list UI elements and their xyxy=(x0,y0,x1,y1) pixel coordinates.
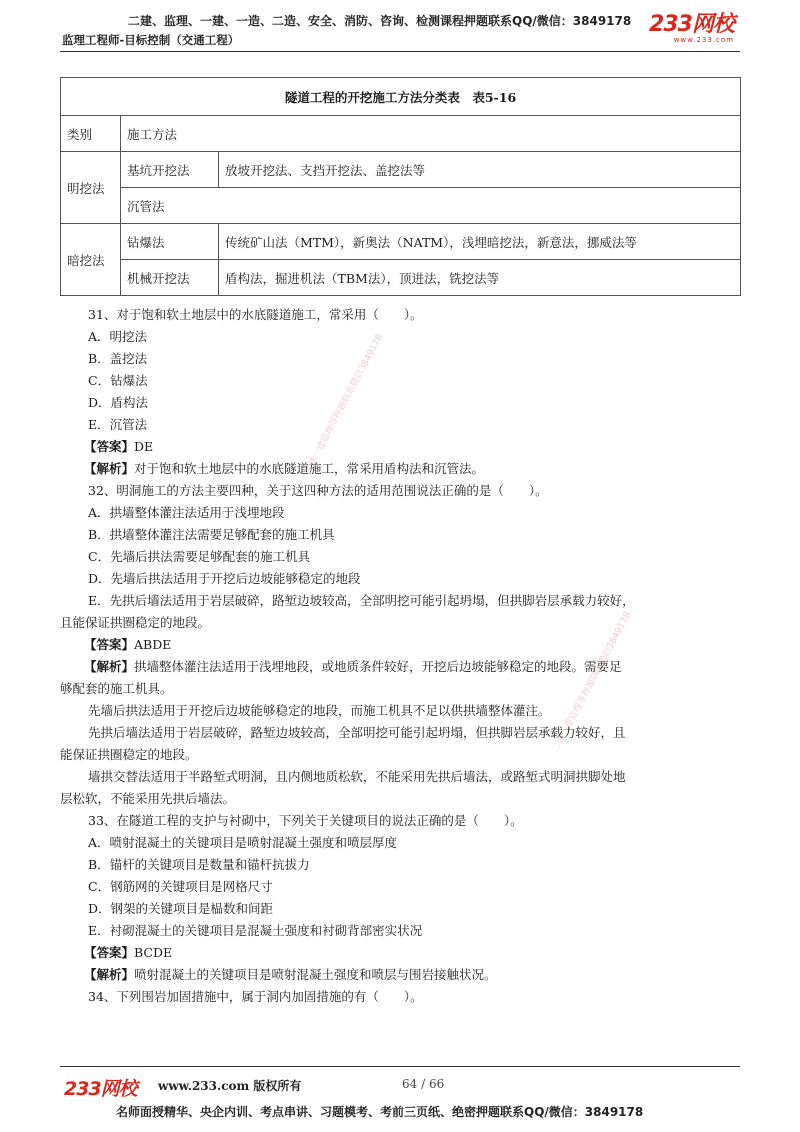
option: A．明挖法 xyxy=(88,329,148,344)
table-row xyxy=(61,224,741,260)
table-cell-detail: 放坡开挖法、支挡开挖法、盖挖法等 xyxy=(219,152,741,188)
question-34-stem: 34、下列围岩加固措施中，属于洞内加固措施的有（ ）。 xyxy=(88,989,423,1004)
option: B．盖挖法 xyxy=(88,351,148,366)
footer-logo: 233网校 xyxy=(64,1078,137,1100)
option: A．拱墙整体灌注法适用于浅埋地段 xyxy=(88,505,285,520)
footer-copyright: www.233.com 版权所有 xyxy=(158,1079,302,1093)
option: E．先拱后墙法适用于岩层破碎，路堑边坡较高，全部明挖可能引起坍塌，但拱脚岩层承载力较好， xyxy=(88,593,635,608)
table-cell-method: 基坑开挖法 xyxy=(121,152,219,188)
header-promo-text: 二建、监理、一建、一造、二造、安全、消防、咨询、检测课程押题联系QQ/微信：3849178 xyxy=(128,14,632,28)
table-cell-method: 机械开挖法 xyxy=(121,260,219,296)
answer-value: ABDE xyxy=(134,637,172,652)
option: C．钻爆法 xyxy=(88,373,148,388)
analysis-text: 拱墙整体灌注法适用于浅埋地段，或地质条件较好，开挖后边坡能够稳定的地段。需要足 xyxy=(134,659,622,674)
option: D．盾构法 xyxy=(88,395,149,410)
header-divider xyxy=(60,51,740,52)
table-header-category: 类别 xyxy=(61,116,121,152)
table-cell-method: 钻爆法 xyxy=(121,224,219,260)
analysis-continued: 层松软，不能采用先拱后墙法。 xyxy=(60,791,236,806)
answer-line xyxy=(60,436,740,458)
option: C．先墙后拱法需要足够配套的施工机具 xyxy=(88,549,311,564)
table-row xyxy=(61,188,741,224)
question-32-stem: 32、明洞施工的方法主要四种，关于这四种方法的适用范围说法正确的是（ ）。 xyxy=(88,483,548,498)
option: B．锚杆的关键项目是数量和锚杆抗拔力 xyxy=(88,857,310,872)
page-number: 64 / 66 xyxy=(402,1077,445,1091)
tunnel-excavation-table xyxy=(60,77,741,296)
analysis-paragraph: 墙拱交替法适用于半路堑式明洞，且内侧地质松软，不能采用先拱后墙法，或路堑式明洞拱脚处地 xyxy=(88,769,626,784)
answer-tag: 【答案】 xyxy=(84,439,135,454)
table-cell-detail: 传统矿山法（MTM），新奥法（NATM），浅埋暗挖法，新意法，挪威法等 xyxy=(219,224,741,260)
watermark: 二建一建监理等押题联系微信3849178 xyxy=(550,610,634,755)
analysis-paragraph: 先墙后拱法适用于开挖后边坡能够稳定的地段，而施工机具不足以供拱墙整体灌注。 xyxy=(88,703,551,718)
table-header-row xyxy=(61,116,741,152)
table-cell-category: 明挖法 xyxy=(61,152,121,224)
option: E．沉管法 xyxy=(88,417,148,432)
analysis-line xyxy=(60,656,740,678)
header-subtitle: 监理工程师-目标控制（交通工程） xyxy=(62,33,240,47)
analysis-continued: 够配套的施工机具。 xyxy=(60,681,173,696)
option: C．钢筋网的关键项目是网格尺寸 xyxy=(88,879,273,894)
footer-divider xyxy=(60,1066,740,1067)
brand-logo-url: www.233.com xyxy=(673,36,734,44)
analysis-tag: 【解析】 xyxy=(84,461,135,476)
footer-promo-text: 名师面授精华、央企内训、考点串讲、习题模考、考前三页纸、绝密押题联系QQ/微信：3849178 xyxy=(116,1105,644,1119)
answer-tag: 【答案】 xyxy=(84,945,135,960)
brand-logo xyxy=(649,14,734,44)
option: E．衬砌混凝土的关键项目是混凝土强度和衬砌背部密实状况 xyxy=(88,923,423,938)
analysis-line xyxy=(60,964,740,986)
table-row xyxy=(61,152,741,188)
analysis-text: 喷射混凝土的关键项目是喷射混凝土强度和喷层与围岩接触状况。 xyxy=(134,967,497,982)
option: D．钢架的关键项目是榀数和间距 xyxy=(88,901,274,916)
option: B．拱墙整体灌注法需要足够配套的施工机具 xyxy=(88,527,335,542)
analysis-tag: 【解析】 xyxy=(84,659,135,674)
brand-logo-text: 233网校 xyxy=(649,12,734,37)
option-continued: 且能保证拱圈稳定的地段。 xyxy=(60,615,211,630)
question-33-stem: 33、在隧道工程的支护与衬砌中，下列关于关键项目的说法正确的是（ ）。 xyxy=(88,813,523,828)
question-31-stem: 31、对于饱和软土地层中的水底隧道施工，常采用（ ）。 xyxy=(88,307,423,322)
analysis-continued: 能保证拱圈稳定的地段。 xyxy=(60,747,198,762)
analysis-line xyxy=(60,458,740,480)
analysis-text: 对于饱和软土地层中的水底隧道施工，常采用盾构法和沉管法。 xyxy=(134,461,485,476)
table-cell-detail: 盾构法，掘进机法（TBM法），顶进法，铣挖法等 xyxy=(219,260,741,296)
watermark: 二建一建监理等押题联系微信3849178 xyxy=(302,332,386,477)
table-title: 隧道工程的开挖施工方法分类表 表5-16 xyxy=(61,78,741,116)
table-cell-method: 沉管法 xyxy=(121,188,741,224)
table-row xyxy=(61,260,741,296)
table-header-method: 施工方法 xyxy=(121,116,741,152)
answer-tag: 【答案】 xyxy=(84,637,135,652)
answer-line xyxy=(60,634,740,656)
question-content xyxy=(60,304,740,1008)
analysis-tag: 【解析】 xyxy=(84,967,135,982)
analysis-paragraph: 先拱后墙法适用于岩层破碎，路堑边坡较高，全部明挖可能引起坍塌，但拱脚岩层承载力较好，且 xyxy=(88,725,626,740)
answer-value: DE xyxy=(134,439,154,454)
answer-line xyxy=(60,942,740,964)
table-cell-category: 暗挖法 xyxy=(61,224,121,296)
option: A．喷射混凝土的关键项目是喷射混凝土强度和喷层厚度 xyxy=(88,835,398,850)
answer-value: BCDE xyxy=(134,945,173,960)
option: D．先墙后拱法适用于开挖后边坡能够稳定的地段 xyxy=(88,571,361,586)
